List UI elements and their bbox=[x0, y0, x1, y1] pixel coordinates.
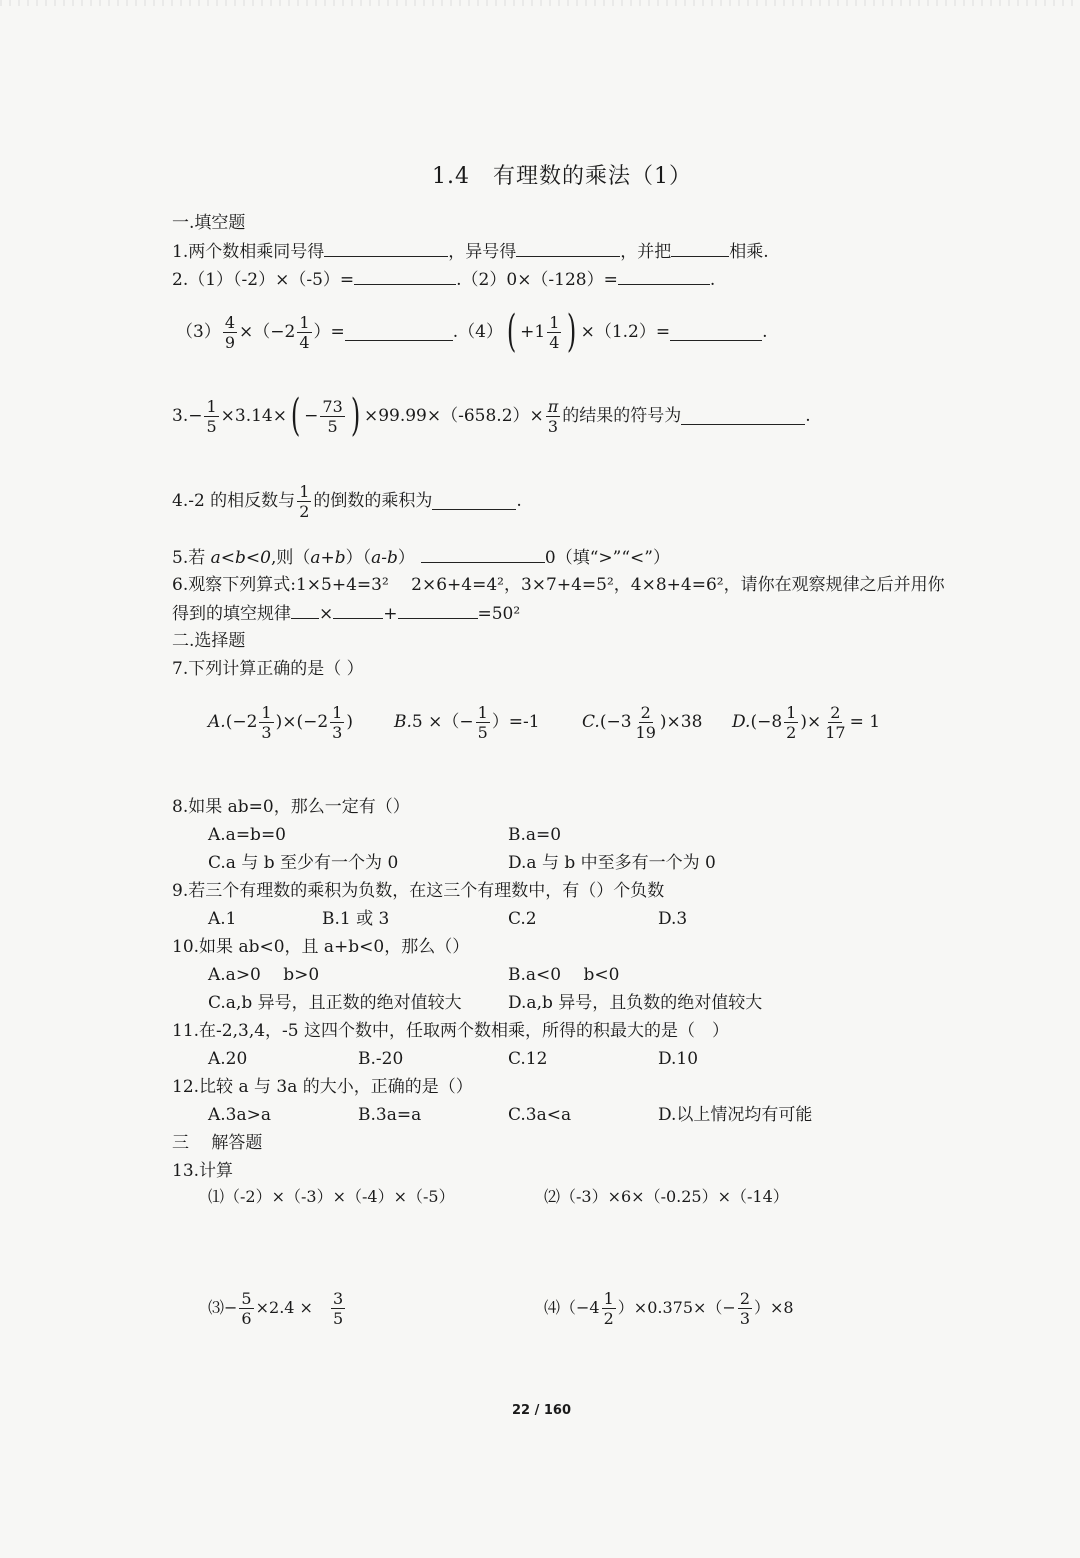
answer-blank[interactable] bbox=[421, 546, 545, 563]
question-13-part-4: ⑷（−4 $\frac{1}{2}$ ）×0.375×（− $\frac{2}{3}$ ）×8 bbox=[544, 1288, 794, 1328]
question-10-option-c[interactable]: C.a,b 异号，且正数的绝对值较大 bbox=[208, 993, 462, 1013]
scan-edge bbox=[0, 0, 1080, 6]
section-fill-blank: 一.填空题 bbox=[172, 213, 246, 233]
question-10-option-b[interactable]: B.a<0 b<0 bbox=[508, 965, 620, 985]
question-11-stem: 11.在-2,3,4，-5 这四个数中，任取两个数相乘，所得的积最大的是（ ） bbox=[172, 1021, 729, 1041]
page-number: 22 / 160 bbox=[512, 1403, 572, 1418]
question-7-option-a[interactable]: A. (−2 $\frac{1}{3}$ )×(−2 $\frac{1}{3}$ ) bbox=[208, 702, 353, 742]
question-2-part-3-4: （3） $\frac{4}{9}$ ×（−2 $\frac{1}{4}$ ）= .（4） ( +1 $\frac{1}{4}$ ) ×（1.2）= . bbox=[176, 306, 768, 357]
fraction: $\frac{1}{4}$ bbox=[299, 312, 310, 352]
answer-blank[interactable] bbox=[432, 493, 516, 510]
left-paren: ( bbox=[506, 306, 517, 357]
answer-blank[interactable] bbox=[324, 240, 448, 257]
fraction: $\frac{4}{9}$ bbox=[224, 312, 236, 352]
question-8-stem: 8.如果 ab=0，那么一定有（） bbox=[172, 797, 410, 817]
question-7-option-d[interactable]: D. (−8 $\frac{1}{2}$ )× $\frac{2}{17}$ = 1 bbox=[732, 702, 881, 742]
page-title: 1.4 有理数的乘法（1） bbox=[432, 164, 692, 189]
question-8-option-d[interactable]: D.a 与 b 中至多有一个为 0 bbox=[508, 853, 716, 873]
answer-blank[interactable] bbox=[291, 602, 319, 619]
left-paren: ( bbox=[290, 390, 301, 441]
question-12-option-a[interactable]: A.3a>a bbox=[208, 1105, 272, 1125]
question-6-line-2: 得到的填空规律 × + =50² bbox=[172, 604, 521, 624]
question-13-part-3: ⑶− $\frac{5}{6}$ ×2.4 × $\frac{3}{5}$ bbox=[208, 1288, 344, 1328]
question-8-option-c[interactable]: C.a 与 b 至少有一个为 0 bbox=[208, 853, 399, 873]
question-8-option-a[interactable]: A.a=b=0 bbox=[208, 825, 287, 845]
answer-blank[interactable] bbox=[354, 268, 456, 285]
right-paren: ) bbox=[350, 390, 361, 441]
fraction: $\frac{1}{2}$ bbox=[299, 481, 310, 521]
answer-blank[interactable] bbox=[333, 602, 383, 619]
question-8-option-b[interactable]: B.a=0 bbox=[508, 825, 562, 845]
question-3: 3.− $\frac{1}{5}$ ×3.14× ( − $\frac{73}{5}$ ) ×99.99×（-658.2）× $\frac{\pi}{3}$ 的结果的符号为 . bbox=[172, 390, 811, 441]
question-9-option-a[interactable]: A.1 bbox=[208, 909, 237, 929]
question-4: 4.-2 的相反数与 $\frac{1}{2}$ 的倒数的乘积为 . bbox=[172, 481, 522, 521]
fraction: $\frac{\pi}{3}$ bbox=[547, 396, 559, 436]
question-11-option-c[interactable]: C.12 bbox=[508, 1049, 548, 1069]
fraction: $\frac{73}{5}$ bbox=[322, 396, 343, 436]
question-9-option-d[interactable]: D.3 bbox=[658, 909, 688, 929]
question-9-option-c[interactable]: C.2 bbox=[508, 909, 537, 929]
question-13-part-1: ⑴（-2）×（-3）×（-4）×（-5） bbox=[208, 1187, 455, 1206]
right-paren: ) bbox=[567, 306, 577, 357]
answer-blank[interactable] bbox=[670, 324, 762, 341]
question-9-stem: 9.若三个有理数的乘积为负数，在这三个有理数中，有（）个负数 bbox=[172, 881, 665, 901]
question-2-part-1-2: 2.（1）（-2）×（-5）= .（2）0×（-128）= . bbox=[172, 270, 716, 290]
question-7-option-c[interactable]: C. (−3 $\frac{2}{19}$ )×38 bbox=[582, 702, 703, 742]
fraction: $\frac{1}{4}$ bbox=[549, 312, 560, 352]
question-10-option-a[interactable]: A.a>0 b>0 bbox=[208, 965, 320, 985]
section-solve: 三 解答题 bbox=[172, 1133, 263, 1153]
answer-blank[interactable] bbox=[345, 324, 453, 341]
answer-blank[interactable] bbox=[398, 602, 478, 619]
question-12-stem: 12.比较 a 与 3a 的大小，正确的是（） bbox=[172, 1077, 473, 1097]
question-7-stem: 7.下列计算正确的是（ ） bbox=[172, 659, 364, 679]
question-11-option-a[interactable]: A.20 bbox=[208, 1049, 248, 1069]
answer-blank[interactable] bbox=[516, 240, 620, 257]
question-7-option-b[interactable]: B. 5 ×（− $\frac{1}{5}$ ）=-1 bbox=[394, 702, 540, 742]
question-6-line-1: 6.观察下列算式:1×5+4=3² 2×6+4=4²，3×7+4=5²，4×8+4=6²，请你在观察规律之后并用你 bbox=[172, 575, 945, 595]
question-12-option-c[interactable]: C.3a<a bbox=[508, 1105, 572, 1125]
question-13-stem: 13.计算 bbox=[172, 1161, 234, 1181]
question-10-option-d[interactable]: D.a,b 异号，且负数的绝对值较大 bbox=[508, 993, 763, 1013]
question-12-option-b[interactable]: B.3a=a bbox=[358, 1105, 422, 1125]
fraction: $\frac{1}{5}$ bbox=[206, 396, 217, 436]
question-5: 5.若 a<b<0,则（a+b）（a-b） 0（填“>”“<”） bbox=[172, 548, 670, 568]
question-12-option-d[interactable]: D.以上情况均有可能 bbox=[658, 1105, 813, 1125]
question-1: 1.两个数相乘同号得 ，异号得 ，并把 相乘. bbox=[172, 242, 769, 262]
question-11-option-d[interactable]: D.10 bbox=[658, 1049, 699, 1069]
question-13-part-2: ⑵（-3）×6×（-0.25）×（-14） bbox=[544, 1187, 789, 1206]
answer-blank[interactable] bbox=[681, 408, 805, 425]
answer-blank[interactable] bbox=[671, 240, 729, 257]
question-9-option-b[interactable]: B.1 或 3 bbox=[322, 909, 390, 929]
question-11-option-b[interactable]: B.-20 bbox=[358, 1049, 404, 1069]
section-choice: 二.选择题 bbox=[172, 631, 246, 651]
answer-blank[interactable] bbox=[618, 268, 710, 285]
question-10-stem: 10.如果 ab<0，且 a+b<0，那么（） bbox=[172, 937, 470, 957]
